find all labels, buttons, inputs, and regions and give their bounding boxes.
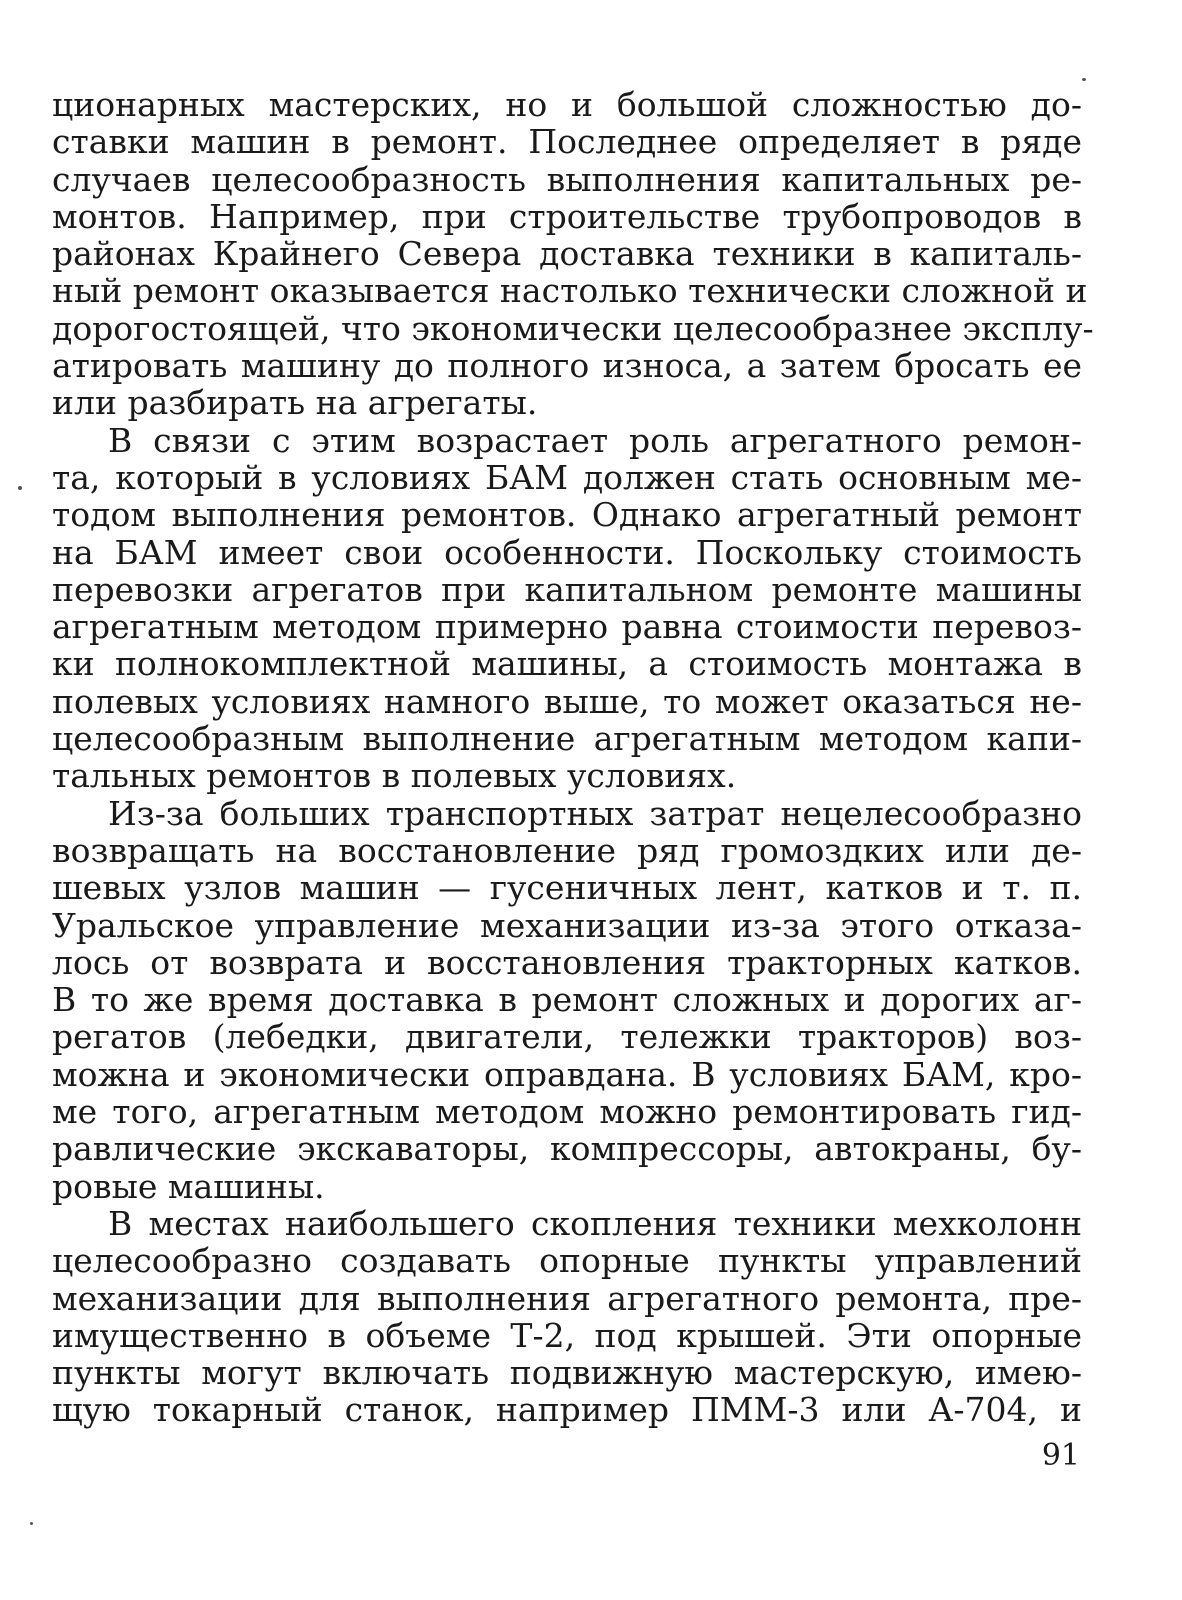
text-line: ме того, агрегатным методом можно ремонтировать гид-: [52, 1092, 1082, 1132]
text-line: целесообразным выполнение агрегатным методом капи-: [52, 719, 1082, 759]
text-line: атировать машину до полного износа, а затем бросать ее: [52, 346, 1082, 386]
paragraph: [52, 85, 1094, 423]
text-line: В то же время доставка в ремонт сложных и дорогих аг-: [52, 980, 1082, 1020]
text-line: монтов. Например, при строительстве трубопроводов в: [52, 196, 1082, 236]
text-line: ровые машины.: [52, 1166, 325, 1206]
text-line: случаев целесообразность выполнения капитальных ре-: [52, 159, 1082, 199]
text-line: ставки машин в ремонт. Последнее определяет в ряде: [52, 122, 1082, 162]
text-line: равлические экскаваторы, компрессоры, автокраны, бу-: [52, 1129, 1082, 1169]
text-line: пункты могут включать подвижную мастерскую, имею-: [52, 1353, 1082, 1393]
paragraph: [52, 795, 1082, 1205]
scan-speck: [1082, 78, 1086, 81]
text-line: лось от возврата и восстановления тракторных катков.: [52, 942, 1082, 982]
text-line: или разбирать на агрегаты.: [52, 383, 538, 423]
text-line: та, который в условиях БАМ должен стать основным ме-: [52, 457, 1082, 497]
text-line: В местах наибольшего скопления техники мехколонн: [108, 1203, 1082, 1243]
text-line: ный ремонт оказывается настолько технически сложной и: [52, 271, 1088, 311]
text-line: ки полнокомплектной машины, а стоимость монтажа в: [52, 644, 1082, 684]
text-line: дорогостоящей, что экономически целесообразнее эксплу-: [52, 308, 1094, 348]
text-line: регатов (лебедки, двигатели, тележки тракторов) воз-: [52, 1017, 1082, 1057]
text-line: перевозки агрегатов при капитальном ремонте машины: [52, 569, 1082, 609]
text-line: тодом выполнения ремонтов. Однако агрегатный ремонт: [52, 495, 1082, 535]
text-line: Уральское управление механизации из-за этого отказа-: [52, 905, 1082, 945]
scan-speck: [18, 486, 22, 490]
text-line: на БАМ имеет свои особенности. Поскольку стоимость: [52, 532, 1082, 572]
text-line: В связи с этим возрастает роль агрегатного ремон-: [108, 420, 1082, 460]
text-line: тальных ремонтов в полевых условиях.: [52, 756, 737, 796]
paragraph: [52, 422, 1082, 795]
text-line: агрегатным методом примерно равна стоимости перевоз-: [52, 607, 1082, 647]
text-line: шевых узлов машин — гусеничных лент, катков и т. п.: [52, 868, 1082, 908]
text-line: ционарных мастерских, но и большой сложностью до-: [52, 85, 1082, 124]
text-line: целесообразно создавать опорные пункты управлений: [52, 1241, 1082, 1281]
text-line: полевых условиях намного выше, то может оказаться не-: [52, 681, 1082, 721]
text-line: возвращать на восстановление ряд громоздких или де-: [52, 830, 1082, 870]
scan-speck: [30, 1522, 33, 1525]
page-number: 91: [1041, 1438, 1080, 1473]
text-line: можна и экономически оправдана. В условиях БАМ, кро-: [52, 1054, 1082, 1094]
text-line: районах Крайнего Севера доставка техники в капиталь-: [52, 234, 1082, 274]
paragraph: [52, 1205, 1082, 1429]
book-page-text: [52, 85, 1094, 1430]
text-line: имущественно в объеме Т-2, под крышей. Эти опорные: [52, 1315, 1082, 1355]
text-line: щую токарный станок, например ПММ-3 или А-704, и: [52, 1390, 1082, 1430]
text-line: Из-за больших транспортных затрат нецелесообразно: [108, 793, 1082, 833]
text-line: механизации для выполнения агрегатного ремонта, пре-: [52, 1278, 1082, 1318]
